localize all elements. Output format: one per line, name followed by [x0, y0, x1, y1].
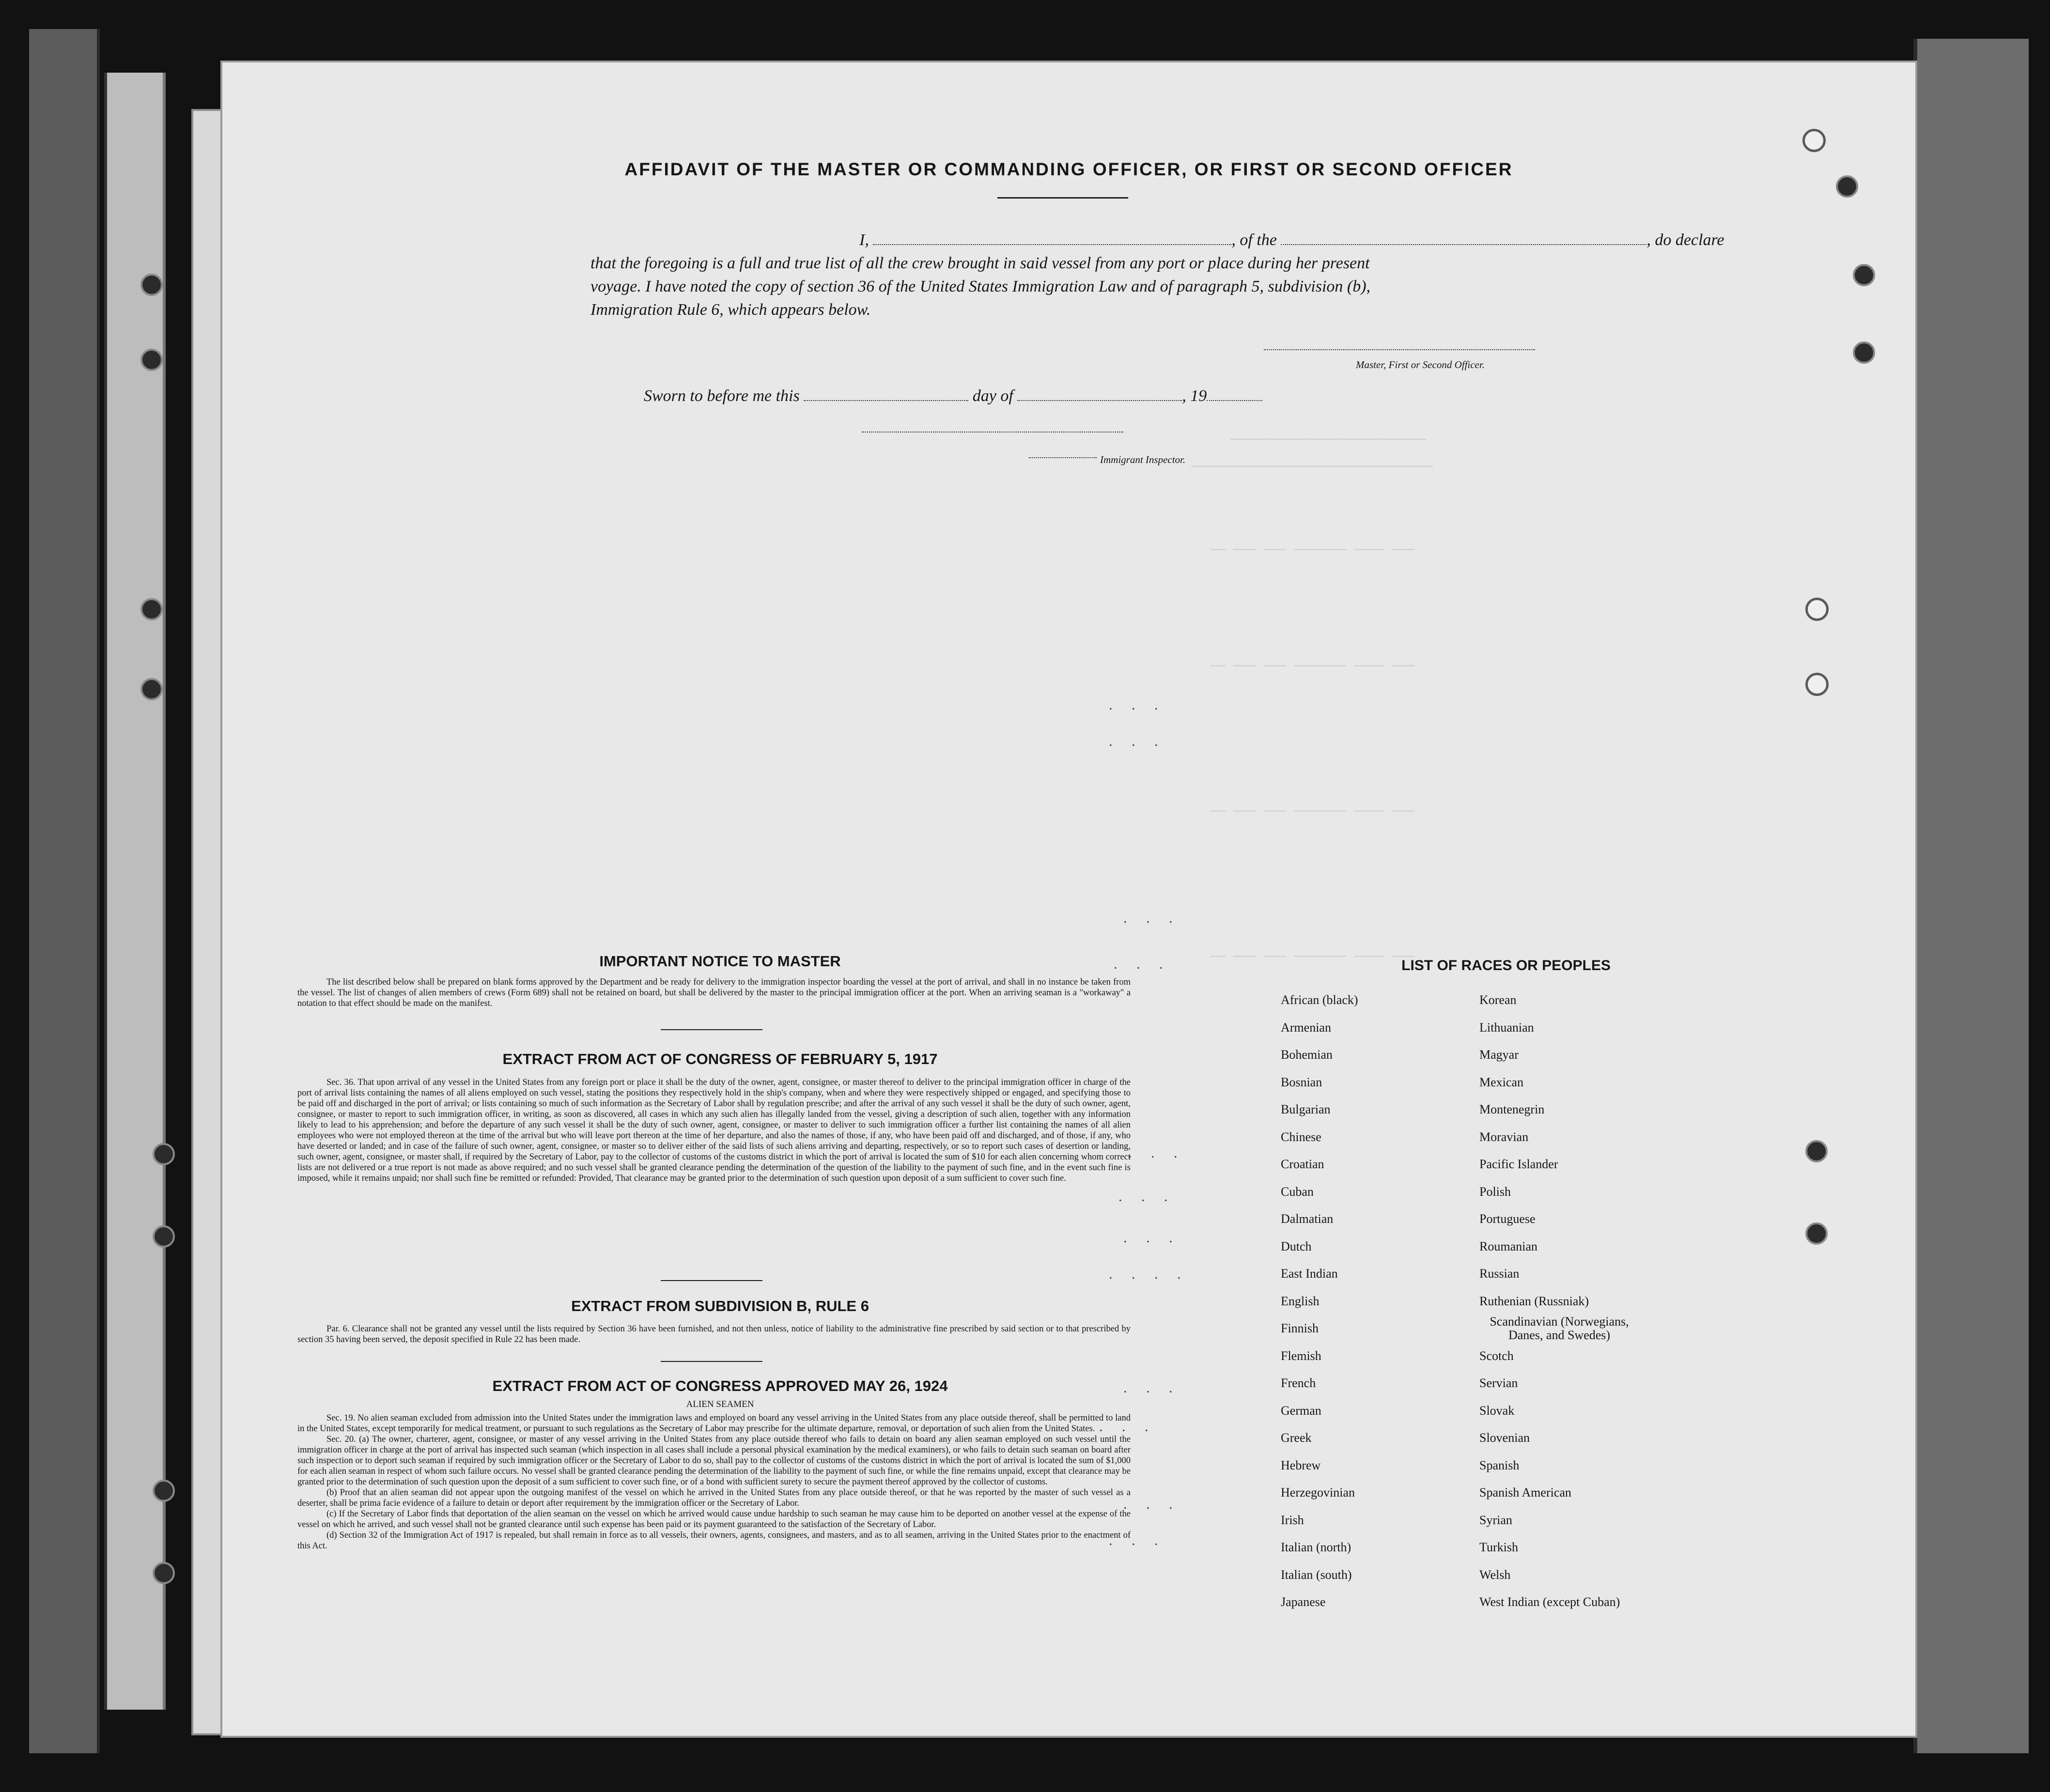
adjacent-pages-right: [1913, 39, 2029, 1753]
race-item: Moravian: [1479, 1129, 1529, 1144]
race-item: Russian: [1479, 1267, 1520, 1281]
binding-hole: [1836, 175, 1858, 198]
sworn-year-field[interactable]: [1207, 400, 1262, 401]
race-item: Slovenian: [1479, 1431, 1530, 1445]
sec19-text: Sec. 19. No alien seaman excluded from admission into the United States under the immigration laws and employed on board any vessel arriving in the United States from any place outside thereof, shall be permitted to land in the United States, except temporarily for medical treatment, or pursuant to such regulations as the Secretary of Labor may prescribe for the ultimate departure, removal, or deportation of such alien from the United States.: [297, 1413, 1131, 1434]
declaration-line-2: that the foregoing is a full and true list of all the crew brought in said vessel from any port or place during her present: [590, 254, 1370, 272]
sworn-month-field[interactable]: [1017, 400, 1182, 401]
do-declare-label: , do declare: [1646, 231, 1724, 249]
day-of-label: day of: [972, 387, 1013, 405]
affidavit-title: AFFIDAVIT OF THE MASTER OR COMMANDING OFFICER, OR FIRST OR SECOND OFFICER: [624, 159, 1513, 179]
extract-rule6-text: Par. 6. Clearance shall not be granted any vessel until the lists required by Section 36 have been furnished, and not then unless, notice of liability to the administrative fine prescribed by said section or to that prescribed by section 35 having been served, the deposit specified in Rule 22 has been made.: [297, 1324, 1131, 1344]
race-item: Mexican: [1479, 1075, 1523, 1089]
year-label: , 19: [1182, 387, 1207, 405]
race-item: Scandinavian (Norwegians, Danes, and Swedes): [1490, 1314, 1629, 1342]
race-item: Servian: [1479, 1376, 1518, 1390]
binding-hole: [153, 1480, 175, 1502]
bleed-through-mark: . . .: [1118, 1189, 1176, 1205]
of-the-label: , of the: [1231, 231, 1277, 249]
race-item: Cuban: [1281, 1184, 1314, 1199]
sec20b-text: (b) Proof that an alien seaman did not appear upon the outgoing manifest of the vessel on which he arrived in the United States from any place outside thereof, or that he was reported by the master of such vessel as a deserter, shall be prima facie evidence of a failure to detain or deport after requirement by the immigration officer or the Secretary of Labor.: [297, 1488, 1131, 1508]
bleed-through-mark: . . .: [1109, 1532, 1166, 1548]
title-divider: [997, 197, 1128, 199]
bleed-through-mark: . . .: [1123, 910, 1180, 926]
master-signature-field[interactable]: [1264, 349, 1535, 350]
race-item: Hebrew: [1281, 1458, 1321, 1472]
section-divider: [661, 1361, 762, 1362]
race-item: Spanish American: [1479, 1485, 1571, 1499]
bleed-through-text: —— ——— ——— ——————— ———— ———: [1211, 542, 1415, 556]
race-item: Pacific Islander: [1479, 1157, 1558, 1171]
declarant-name-field[interactable]: [873, 244, 1231, 245]
race-item: Italian (north): [1281, 1540, 1351, 1554]
extract-1924-subtitle: ALIEN SEAMEN: [686, 1399, 754, 1409]
race-item: Flemish: [1281, 1348, 1321, 1363]
bleed-through-mark: . . .: [1123, 1380, 1180, 1396]
notice-text: The list described below shall be prepared on blank forms approved by the Department and be ready for delivery to the immigration inspector boarding the vessel at the port of arrival, and shall in no instance be taken from the vessel. The list of changes of alien members of crews (Form 689) shall not be retained on board, but shall be delivered by the master to the principal immigration officer at the port. When an arriving seaman is a "workaway" a notation to that effect should be made on the manifest.: [297, 977, 1131, 1008]
extract-1924-body: [297, 1413, 1131, 1551]
extract-1917-title: EXTRACT FROM ACT OF CONGRESS OF FEBRUARY 5, 1917: [502, 1050, 938, 1067]
binding-hole: [1853, 341, 1875, 364]
inspector-line-upper: [862, 432, 1123, 433]
race-item: English: [1281, 1294, 1320, 1308]
race-item: Ruthenian (Russniak): [1479, 1294, 1589, 1308]
declaration-line-3: voyage. I have noted the copy of section 36 of the United States Immigration Law and of paragraph 5, subdivision (b),: [590, 278, 1371, 295]
punch-hole: [1805, 673, 1829, 696]
race-item: Irish: [1281, 1513, 1304, 1527]
race-item: Finnish: [1281, 1321, 1319, 1335]
race-item: Portuguese: [1479, 1212, 1536, 1226]
section-divider: [661, 1280, 762, 1281]
bleed-through-mark: . . .: [1099, 1419, 1156, 1435]
binding-hole: [1853, 264, 1875, 286]
binding-hole: [140, 678, 163, 700]
sworn-day-field[interactable]: [804, 400, 968, 401]
sec20a-text: Sec. 20. (a) The owner, charterer, agent, consignee, or master of any vessel arriving in the United States from any place outside thereof who fails to detain on board any alien seaman employed on such vessel until the immigration officer in charge at the port of arrival has inspected such seaman (which inspection in all cases shall include a personal physical examination by the medical examiners), or who fails to detain such seaman on board after such inspection or to deport such seaman if required by such immigration officer or the Secretary of Labor to do so, shall pay to the collector of customs of the customs district in which the port of arrival is located the sum of $1,000 for each alien seaman in respect of whom such failure occurs. No vessel shall be granted clearance pending the determination of the liability to the payment of such fine, or while the fine remains unpaid, except that clearance may be granted prior to the determination of such question upon the deposit of a sum sufficient to cover such fine, or of a bond with sufficient surety to secure the payment thereof approved by the collector of customs.: [297, 1435, 1131, 1487]
races-column-1: [1281, 987, 1358, 1616]
bleed-through-mark: . . .: [1123, 1230, 1180, 1246]
inspector-signature-field[interactable]: [1029, 457, 1097, 458]
bleed-through-mark: . . .: [1123, 1496, 1180, 1512]
sec20c-text: (c) If the Secretary of Labor finds that deportation of the alien seaman on the vessel on which he arrived would cause undue hardship to such seaman he may cause him to be deported on another vessel at the expense of the vessel on which he arrived, and such vessel shall not be granted clearance until such expense has been paid or its payment guaranteed to the satisfaction of the Secretary of Labor.: [297, 1509, 1131, 1529]
race-item: Turkish: [1479, 1540, 1518, 1554]
race-item: Syrian: [1479, 1513, 1512, 1527]
inspector-caption: Immigrant Inspector.: [1100, 454, 1186, 465]
bleed-through-mark: . . .: [1128, 1145, 1185, 1161]
race-item: Dalmatian: [1281, 1212, 1334, 1226]
sworn-label: Sworn to before me this: [644, 387, 800, 405]
race-item: Armenian: [1281, 1020, 1331, 1035]
race-item: Chinese: [1281, 1129, 1321, 1144]
race-item: Greek: [1281, 1431, 1312, 1445]
race-item: Magyar: [1479, 1048, 1519, 1062]
race-item: Polish: [1479, 1184, 1511, 1199]
binding-hole: [140, 349, 163, 371]
bleed-through-mark: . . .: [1114, 956, 1171, 972]
notice-title: IMPORTANT NOTICE TO MASTER: [599, 953, 841, 970]
sec20d-text: (d) Section 32 of the Immigration Act of 1917 is repealed, but shall remain in force as to all vessels, their owners, agents, consignees, and masters, and as to all seamen, arriving in the United States prior to the enactment of this Act.: [297, 1530, 1131, 1551]
bleed-through-text: —— ——— ——— ——————— ———— ———: [1211, 949, 1415, 963]
binding-hole: [153, 1225, 175, 1248]
declaration-line-1: [590, 229, 1753, 252]
extract-1924-title: EXTRACT FROM ACT OF CONGRESS APPROVED MAY 26, 1924: [492, 1377, 948, 1394]
bleed-through-mark: . . . .: [1109, 1266, 1189, 1282]
punch-hole: [1805, 598, 1829, 621]
master-signature-caption: Master, First or Second Officer.: [1356, 359, 1485, 371]
binding-hole: [140, 274, 163, 296]
race-item: Croatian: [1281, 1157, 1324, 1171]
punch-hole: [1802, 129, 1826, 152]
race-item: Japanese: [1281, 1595, 1326, 1609]
binding-hole: [153, 1562, 175, 1584]
punch-hole: [1805, 1222, 1828, 1245]
bleed-through-text: ————————————————————————————————: [1191, 459, 1433, 473]
document-page: [220, 61, 1917, 1738]
bleed-through-text: —— ——— ——— ——————— ———— ———: [1211, 803, 1415, 818]
bleed-through-text: —— ——— ——— ——————— ———— ———: [1211, 658, 1415, 673]
race-item: Montenegrin: [1479, 1102, 1545, 1116]
bleed-through-mark: . . .: [1109, 697, 1166, 713]
race-item: Dutch: [1281, 1239, 1312, 1253]
race-item: German: [1281, 1403, 1321, 1418]
race-item: Roumanian: [1479, 1239, 1538, 1253]
race-item: Bulgarian: [1281, 1102, 1331, 1116]
race-item: Italian (south): [1281, 1567, 1352, 1582]
declarant-label: I,: [859, 231, 869, 249]
punch-hole: [1805, 1140, 1828, 1162]
race-item: French: [1281, 1376, 1316, 1390]
bleed-through-text: ——————————————————————————: [1230, 432, 1427, 446]
adjacent-pages-left: [29, 29, 100, 1753]
race-item: African (black): [1281, 993, 1358, 1007]
section-divider: [661, 1029, 762, 1030]
race-item: Slovak: [1479, 1403, 1515, 1418]
extract-rule6-title: EXTRACT FROM SUBDIVISION B, RULE 6: [571, 1298, 869, 1314]
binding-hole: [140, 598, 163, 620]
extract-1917-text: Sec. 36. That upon arrival of any vessel in the United States from any foreign port or place it shall be the duty of the owner, agent, consignee, or master thereof to deliver to the principal immigration officer in charge of the port of arrival lists containing the names of all aliens employed on such vessel, stating the positions they respectively hold in the ship's company, when and where they were respectively shipped or engaged, and specifying those to be paid off and discharged in the port of arrival; or lists containing so much of such information as the Secretary of Labor shall by regulation prescribe; and after the arrival of any such vessel it shall be the duty of such owner, agent, consignee, or master to report to such immigration officer, in writing, as soon as discovered, all cases in which any such alien has illegally landed from the vessel, giving a description of such alien, together with any information likely to lead to his apprehension; and before the departure of any such vessel it shall be the duty of such owner, agent, consignee, or master to deliver to such immigration officer a further list containing the names of all alien employees who were not employed thereon at the time of the arrival but who will leave port thereon at the time of her departure, and also the names of those, if any, who have been paid off and discharged, and of those, if any, who have deserted or landed; and in case of the failure of such owner, agent, consignee, or master so to deliver either of the said lists of such aliens arriving and departing, respectively, or so to report such cases of desertion or landing, such owner, agent, consignee, or master shall, if required by the Secretary of Labor, pay to the collector of customs of the customs district in which the port of arrival is located the sum of $10 for each alien concerning whom correct lists are not delivered or a true report is not made as above required; and no such vessel shall be granted clearance pending the determination of the question of the liability to the payment of such fine, and in the event such fine is imposed, while it remains unpaid; nor shall such fine be remitted or refunded: Provided, That clearance may be granted prior to the determination of such question upon deposit of a sum sufficient to cover such fine.: [297, 1078, 1131, 1183]
race-item: Welsh: [1479, 1567, 1511, 1582]
vessel-name-field[interactable]: [1281, 244, 1646, 245]
binding-strip: [104, 73, 166, 1710]
race-item: Scotch: [1479, 1348, 1514, 1363]
race-item: Bohemian: [1281, 1048, 1333, 1062]
race-item: Korean: [1479, 993, 1517, 1007]
race-item: West Indian (except Cuban): [1479, 1595, 1620, 1609]
bleed-through-mark: . . .: [1109, 733, 1166, 749]
race-item: Herzegovinian: [1281, 1485, 1355, 1499]
race-item: East Indian: [1281, 1267, 1338, 1281]
race-item: Lithuanian: [1479, 1020, 1534, 1035]
sworn-line: [644, 385, 1262, 408]
binding-hole: [153, 1143, 175, 1165]
races-column-2: [1479, 987, 1639, 1616]
declaration-line-4: Immigration Rule 6, which appears below.: [590, 301, 871, 319]
race-item: Bosnian: [1281, 1075, 1322, 1089]
race-item: Spanish: [1479, 1458, 1520, 1472]
races-title: LIST OF RACES OR PEOPLES: [1401, 958, 1611, 973]
